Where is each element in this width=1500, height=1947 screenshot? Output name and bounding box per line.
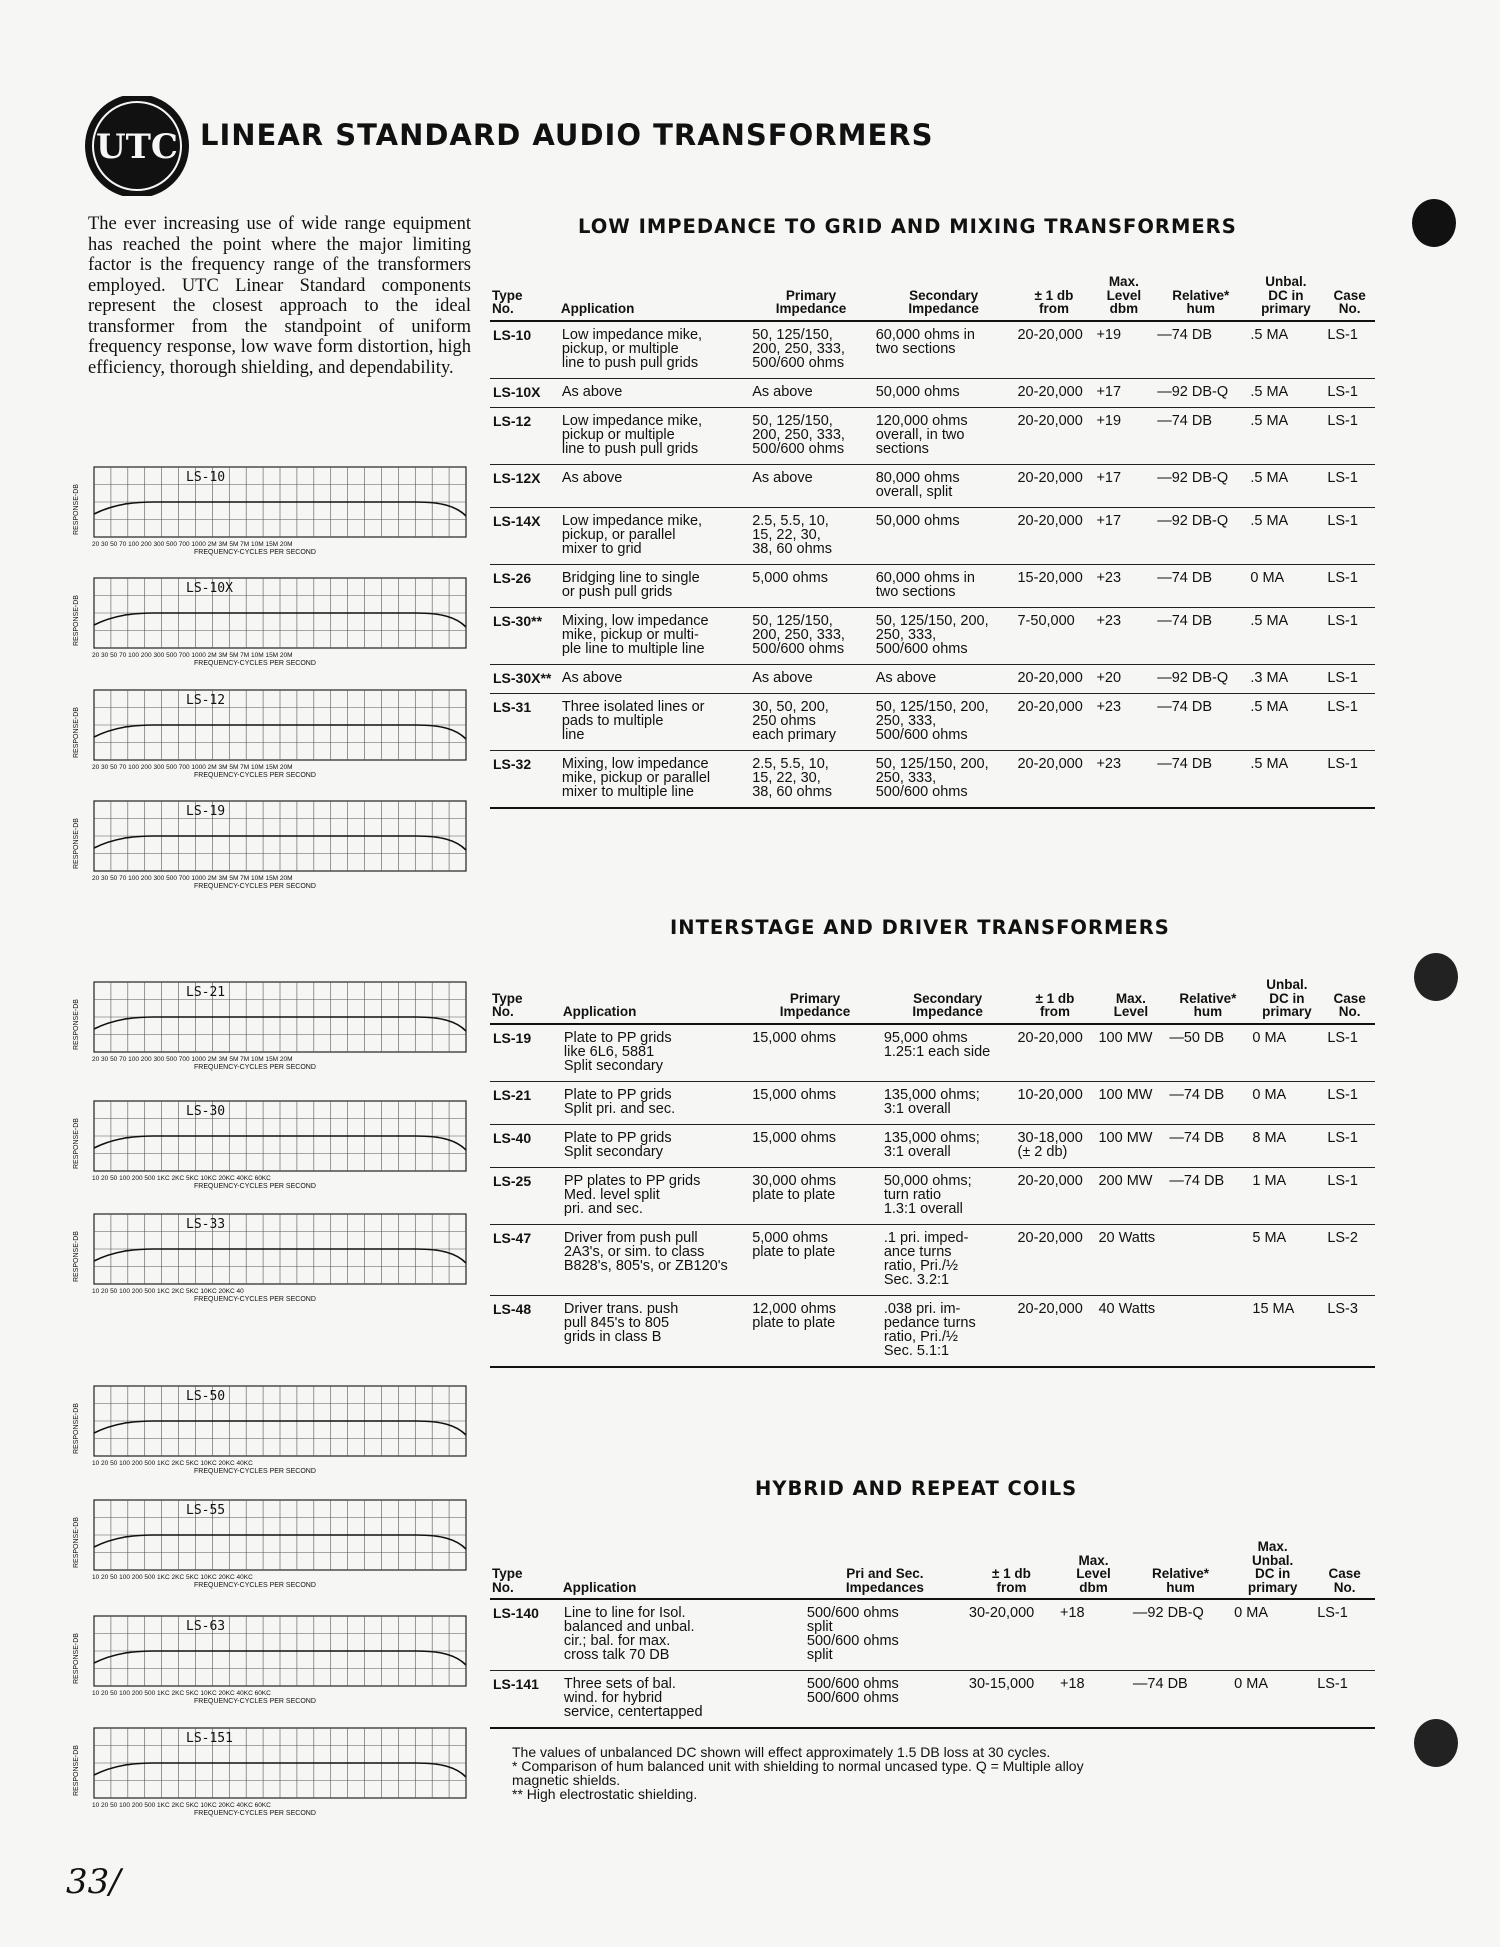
type-number: LS-21: [490, 1081, 561, 1124]
table-cell: —74 DB: [1130, 1671, 1231, 1729]
graph-ticks: 20 30 50 70 100 200 300 500 700 1000 2M 3M 5M 7M 10M 15M 20M: [92, 875, 293, 882]
type-number: LS-19: [490, 1024, 561, 1082]
graph-xlabel: FREQUENCY-CYCLES PER SECOND: [194, 1296, 316, 1303]
table-cell: As above: [749, 464, 873, 507]
table-cell: +18: [1057, 1671, 1130, 1729]
table-cell: 50, 125/150, 200, 250, 333, 500/600 ohms: [873, 693, 1015, 750]
table-cell: 20-20,000: [1014, 464, 1093, 507]
table-cell: 20-20,000: [1014, 1295, 1095, 1367]
table-cell: Plate to PP grids Split secondary: [561, 1124, 749, 1167]
table-cell: 8 MA: [1249, 1124, 1324, 1167]
table-cell: Low impedance mike, pickup, or multiple line to push pull grids: [559, 321, 749, 379]
response-graph: [72, 1382, 472, 1490]
table-cell: .038 pri. im- pedance turns ratio, Pri./½ Sec. 5.1:1: [881, 1295, 1015, 1367]
graph-xlabel: FREQUENCY-CYCLES PER SECOND: [194, 660, 316, 667]
graph-ticks: 10 20 50 100 200 500 1KC 2KC 5KC 10KC 20KC 40KC 60KC: [92, 1802, 271, 1809]
punch-hole-top: [1412, 199, 1456, 247]
table-row: [490, 564, 1375, 607]
type-number: LS-141: [490, 1671, 561, 1729]
graph-ylabel: RESPONSE-DB: [73, 818, 80, 869]
table-cell: 50, 125/150, 200, 250, 333, 500/600 ohms: [873, 607, 1015, 664]
type-number: LS-48: [490, 1295, 561, 1367]
table-row: [490, 321, 1375, 379]
table-cell: —74 DB: [1154, 750, 1247, 808]
graph-label: LS-12: [186, 693, 226, 708]
table-cell: +23: [1093, 750, 1154, 808]
column-header: Type No.: [490, 978, 561, 1024]
column-header: Relative* hum: [1154, 275, 1247, 321]
graph-xlabel: FREQUENCY-CYCLES PER SECOND: [194, 1698, 316, 1705]
graph-ylabel: RESPONSE-DB: [73, 595, 80, 646]
table-cell: 30-20,000: [966, 1599, 1057, 1671]
column-header: ± 1 db from: [1014, 275, 1093, 321]
table-cell: As above: [749, 664, 873, 693]
table-cell: As above: [873, 664, 1015, 693]
table-cell: .5 MA: [1247, 407, 1324, 464]
table-row: [490, 507, 1375, 564]
column-header: Case No.: [1314, 1540, 1375, 1599]
table-cell: As above: [559, 464, 749, 507]
table-cell: Low impedance mike, pickup, or parallel mixer to grid: [559, 507, 749, 564]
graph-ticks: 10 20 50 100 200 500 1KC 2KC 5KC 10KC 20KC 40KC: [92, 1460, 253, 1467]
graph-label: LS-55: [186, 1503, 226, 1518]
response-graph: [72, 1097, 472, 1205]
table-cell: 20-20,000: [1014, 507, 1093, 564]
table-cell: 0 MA: [1231, 1599, 1314, 1671]
table-cell: +23: [1093, 693, 1154, 750]
table-cell: Driver trans. push pull 845's to 805 grids in class B: [561, 1295, 749, 1367]
column-header: Secondary Impedance: [873, 275, 1015, 321]
table-cell: .5 MA: [1247, 607, 1324, 664]
table-row: [490, 1599, 1375, 1671]
table-cell: +19: [1093, 321, 1154, 379]
table-cell: 20-20,000: [1014, 378, 1093, 407]
table-cell: 500/600 ohms split 500/600 ohms split: [804, 1599, 966, 1671]
graph-ylabel: RESPONSE-DB: [73, 1231, 80, 1282]
type-number: LS-12: [490, 407, 559, 464]
graph-xlabel: FREQUENCY-CYCLES PER SECOND: [194, 1064, 316, 1071]
footnote: ** High electrostatic shielding.: [512, 1786, 698, 1802]
table-cell: LS-1: [1324, 1167, 1375, 1224]
graph-ticks: 20 30 50 70 100 200 300 500 700 1000 2M 3M 5M 7M 10M 15M 20M: [92, 764, 293, 771]
table-cell: —74 DB: [1166, 1124, 1249, 1167]
table-cell: 20-20,000: [1014, 1167, 1095, 1224]
table-cell: LS-1: [1324, 664, 1375, 693]
table-cell: LS-2: [1324, 1224, 1375, 1295]
table-cell: 15 MA: [1249, 1295, 1324, 1367]
graph-label: LS-50: [186, 1389, 226, 1404]
type-number: LS-10X: [490, 378, 559, 407]
table-cell: LS-1: [1324, 464, 1375, 507]
table-interstage: [490, 978, 1375, 1368]
graph-ylabel: RESPONSE-DB: [73, 1118, 80, 1169]
table-cell: Low impedance mike, pickup or multiple line to push pull grids: [559, 407, 749, 464]
footnote: The values of unbalanced DC shown will effect approximately 1.5 DB loss at 30 cycles.: [512, 1744, 1051, 1760]
table-cell: 12,000 ohms plate to plate: [749, 1295, 881, 1367]
table-cell: LS-1: [1324, 564, 1375, 607]
table-cell: .5 MA: [1247, 693, 1324, 750]
table-cell: LS-1: [1324, 607, 1375, 664]
type-number: LS-47: [490, 1224, 561, 1295]
graph-ylabel: RESPONSE-DB: [73, 1633, 80, 1684]
graph-label: LS-19: [186, 804, 226, 819]
response-graph: [72, 1496, 472, 1604]
table-row: [490, 1224, 1375, 1295]
graph-ylabel: RESPONSE-DB: [73, 1745, 80, 1796]
table-cell: LS-1: [1324, 1024, 1375, 1082]
table-cell: +17: [1093, 507, 1154, 564]
graph-ticks: 10 20 50 100 200 500 1KC 2KC 5KC 10KC 20KC 40KC 60KC: [92, 1690, 271, 1697]
response-graph: [72, 1724, 472, 1832]
graph-label: LS-30: [186, 1104, 226, 1119]
table-cell: Mixing, low impedance mike, pickup or parallel mixer to multiple line: [559, 750, 749, 808]
table-cell: As above: [749, 378, 873, 407]
intro-paragraph: The ever increasing use of wide range equipment has reached the point where the major limiting factor is the frequency range of the transformers employed. UTC Linear Standard components represent the closest approach to the ideal transformer from the standpoint of uniform frequency response, low wave form distortion, high efficiency, thorough shielding, and dependability.: [88, 214, 471, 378]
table-cell: Line to line for Isol. balanced and unbal. cir.; bal. for max. cross talk 70 DB: [561, 1599, 804, 1671]
table-cell: 10-20,000: [1014, 1081, 1095, 1124]
column-header: Unbal. DC in primary: [1247, 275, 1324, 321]
column-header: Application: [561, 1540, 804, 1599]
graph-xlabel: FREQUENCY-CYCLES PER SECOND: [194, 1810, 316, 1817]
table-cell: As above: [559, 378, 749, 407]
table-cell: 100 MW: [1095, 1081, 1166, 1124]
graph-xlabel: FREQUENCY-CYCLES PER SECOND: [194, 1468, 316, 1475]
table-cell: +20: [1093, 664, 1154, 693]
table-cell: .5 MA: [1247, 750, 1324, 808]
graph-label: LS-21: [186, 985, 226, 1000]
column-header: Max. Level dbm: [1093, 275, 1154, 321]
table-cell: —92 DB-Q: [1154, 378, 1247, 407]
table-cell: .5 MA: [1247, 507, 1324, 564]
table-cell: .1 pri. imped- ance turns ratio, Pri./½ Sec. 3.2:1: [881, 1224, 1015, 1295]
graph-xlabel: FREQUENCY-CYCLES PER SECOND: [194, 1582, 316, 1589]
table-row: [490, 1024, 1375, 1082]
table-row: [490, 464, 1375, 507]
table-cell: +18: [1057, 1599, 1130, 1671]
table-cell: 2.5, 5.5, 10, 15, 22, 30, 38, 60 ohms: [749, 750, 873, 808]
graph-ticks: 20 30 50 70 100 200 300 500 700 1000 2M 3M 5M 7M 10M 15M 20M: [92, 1056, 293, 1063]
table-cell: .5 MA: [1247, 321, 1324, 379]
graph-label: LS-151: [186, 1731, 233, 1746]
table-row: [490, 693, 1375, 750]
table-cell: 50,000 ohms; turn ratio 1.3:1 overall: [881, 1167, 1015, 1224]
graph-ylabel: RESPONSE-DB: [73, 1517, 80, 1568]
column-header: Case No.: [1324, 275, 1375, 321]
table-cell: As above: [559, 664, 749, 693]
table-cell: 15,000 ohms: [749, 1081, 881, 1124]
table-cell: 0 MA: [1231, 1671, 1314, 1729]
table-row: [490, 407, 1375, 464]
response-graph: [72, 797, 472, 905]
page-title: LINEAR STANDARD AUDIO TRANSFORMERS: [200, 118, 934, 152]
column-header: Case No.: [1324, 978, 1375, 1024]
table-cell: .3 MA: [1247, 664, 1324, 693]
response-graph: [72, 1210, 472, 1318]
column-header: Max. Level dbm: [1057, 1540, 1130, 1599]
table-cell: —74 DB: [1154, 607, 1247, 664]
table-cell: —74 DB: [1154, 407, 1247, 464]
table-cell: —74 DB: [1166, 1167, 1249, 1224]
table-cell: 15-20,000: [1014, 564, 1093, 607]
table-cell: 95,000 ohms 1.25:1 each side: [881, 1024, 1015, 1082]
table-cell: LS-1: [1314, 1599, 1375, 1671]
table-cell: Three isolated lines or pads to multiple line: [559, 693, 749, 750]
graph-ticks: 10 20 50 100 200 500 1KC 2KC 5KC 10KC 20KC 40KC: [92, 1574, 253, 1581]
footnotes: [512, 1745, 1362, 1801]
type-number: LS-32: [490, 750, 559, 808]
table-cell: 20-20,000: [1014, 1024, 1095, 1082]
table-cell: 100 MW: [1095, 1124, 1166, 1167]
response-graph: [72, 463, 472, 571]
table-row: [490, 1167, 1375, 1224]
table-cell: —92 DB-Q: [1154, 664, 1247, 693]
column-header: Primary Impedance: [749, 978, 881, 1024]
type-number: LS-30X**: [490, 664, 559, 693]
response-graph: [72, 574, 472, 682]
column-header: Type No.: [490, 1540, 561, 1599]
table-cell: LS-1: [1324, 1081, 1375, 1124]
table-low-impedance: [490, 275, 1375, 809]
table-cell: 5,000 ohms: [749, 564, 873, 607]
type-number: LS-26: [490, 564, 559, 607]
graph-label: LS-63: [186, 1619, 226, 1634]
table-cell: 15,000 ohms: [749, 1024, 881, 1082]
table-cell: 20-20,000: [1014, 664, 1093, 693]
footnote: magnetic shields.: [512, 1772, 621, 1788]
table-cell: 50,000 ohms: [873, 378, 1015, 407]
table-cell: 50, 125/150, 200, 250, 333, 500/600 ohms: [749, 607, 873, 664]
graph-ylabel: RESPONSE-DB: [73, 999, 80, 1050]
table-cell: 5 MA: [1249, 1224, 1324, 1295]
type-number: LS-10: [490, 321, 559, 379]
table-cell: 15,000 ohms: [749, 1124, 881, 1167]
graph-xlabel: FREQUENCY-CYCLES PER SECOND: [194, 883, 316, 890]
table-cell: +17: [1093, 378, 1154, 407]
column-header: Secondary Impedance: [881, 978, 1015, 1024]
graph-xlabel: FREQUENCY-CYCLES PER SECOND: [194, 1183, 316, 1190]
table-cell: —74 DB: [1166, 1081, 1249, 1124]
table-cell: .5 MA: [1247, 378, 1324, 407]
table-cell: 60,000 ohms in two sections: [873, 564, 1015, 607]
table-row: [490, 1295, 1375, 1367]
table-cell: —50 DB: [1166, 1024, 1249, 1082]
table-hybrid: [490, 1540, 1375, 1729]
table-cell: 120,000 ohms overall, in two sections: [873, 407, 1015, 464]
graph-label: LS-10: [186, 470, 226, 485]
table-row: [490, 750, 1375, 808]
table-cell: LS-1: [1324, 507, 1375, 564]
table-cell: —74 DB: [1154, 564, 1247, 607]
table-row: [490, 378, 1375, 407]
column-header: Type No.: [490, 275, 559, 321]
table-cell: 5,000 ohms plate to plate: [749, 1224, 881, 1295]
table-cell: 20-20,000: [1014, 750, 1093, 808]
graph-ylabel: RESPONSE-DB: [73, 484, 80, 535]
graph-label: LS-33: [186, 1217, 226, 1232]
table-cell: LS-1: [1324, 321, 1375, 379]
table-cell: —74 DB: [1154, 321, 1247, 379]
page-number: 33/: [66, 1862, 121, 1902]
footnote: * Comparison of hum balanced unit with shielding to normal uncased type. Q = Multiple alloy: [512, 1758, 1084, 1774]
table-cell: 60,000 ohms in two sections: [873, 321, 1015, 379]
table-cell: 20-20,000: [1014, 1224, 1095, 1295]
graph-ticks: 20 30 50 70 100 200 300 500 700 1000 2M 3M 5M 7M 10M 15M 20M: [92, 541, 293, 548]
response-graph: [72, 686, 472, 794]
table-cell: 500/600 ohms 500/600 ohms: [804, 1671, 966, 1729]
graph-ticks: 10 20 50 100 200 500 1KC 2KC 5KC 10KC 20KC 40: [92, 1288, 244, 1295]
type-number: LS-25: [490, 1167, 561, 1224]
table-cell: 20 Watts: [1095, 1224, 1166, 1295]
punch-hole-bottom: [1414, 1719, 1458, 1767]
table-cell: LS-1: [1314, 1671, 1375, 1729]
table-cell: Driver from push pull 2A3's, or sim. to class B828's, 805's, or ZB120's: [561, 1224, 749, 1295]
table-cell: 30-18,000 (± 2 db): [1014, 1124, 1095, 1167]
type-number: LS-140: [490, 1599, 561, 1671]
table-cell: 1 MA: [1249, 1167, 1324, 1224]
table-cell: —92 DB-Q: [1130, 1599, 1231, 1671]
table-cell: Three sets of bal. wind. for hybrid service, centertapped: [561, 1671, 804, 1729]
table-cell: 100 MW: [1095, 1024, 1166, 1082]
table-row: [490, 1081, 1375, 1124]
table-cell: 0 MA: [1249, 1024, 1324, 1082]
table-cell: LS-3: [1324, 1295, 1375, 1367]
table-cell: —74 DB: [1154, 693, 1247, 750]
table-row: [490, 1124, 1375, 1167]
table-cell: 50,000 ohms: [873, 507, 1015, 564]
table-cell: 30, 50, 200, 250 ohms each primary: [749, 693, 873, 750]
column-header: ± 1 db from: [1014, 978, 1095, 1024]
graph-xlabel: FREQUENCY-CYCLES PER SECOND: [194, 772, 316, 779]
type-number: LS-40: [490, 1124, 561, 1167]
table-cell: 30,000 ohms plate to plate: [749, 1167, 881, 1224]
table-cell: PP plates to PP grids Med. level split pri. and sec.: [561, 1167, 749, 1224]
type-number: LS-12X: [490, 464, 559, 507]
graph-label: LS-10X: [186, 581, 233, 596]
column-header: Unbal. DC in primary: [1249, 978, 1324, 1024]
column-header: Relative* hum: [1130, 1540, 1231, 1599]
table-cell: +19: [1093, 407, 1154, 464]
column-header: Pri and Sec. Impedances: [804, 1540, 966, 1599]
column-header: Max. Level: [1095, 978, 1166, 1024]
table-cell: LS-1: [1324, 693, 1375, 750]
table-cell: 50, 125/150, 200, 250, 333, 500/600 ohms: [873, 750, 1015, 808]
table-cell: LS-1: [1324, 1124, 1375, 1167]
column-header: Max. Unbal. DC in primary: [1231, 1540, 1314, 1599]
table-cell: 200 MW: [1095, 1167, 1166, 1224]
table-cell: [1166, 1224, 1249, 1295]
logo-text: UTC: [95, 127, 179, 167]
table-cell: Plate to PP grids like 6L6, 5881 Split secondary: [561, 1024, 749, 1082]
table-cell: LS-1: [1324, 407, 1375, 464]
utc-logo: [84, 96, 194, 196]
column-header: Application: [559, 275, 749, 321]
response-graph: [72, 978, 472, 1086]
table-row: [490, 664, 1375, 693]
table-cell: 40 Watts: [1095, 1295, 1166, 1367]
table-cell: —92 DB-Q: [1154, 507, 1247, 564]
type-number: LS-14X: [490, 507, 559, 564]
table-cell: 135,000 ohms; 3:1 overall: [881, 1124, 1015, 1167]
table-cell: 30-15,000: [966, 1671, 1057, 1729]
table-cell: 135,000 ohms; 3:1 overall: [881, 1081, 1015, 1124]
table-cell: 20-20,000: [1014, 693, 1093, 750]
graph-ticks: 20 30 50 70 100 200 300 500 700 1000 2M 3M 5M 7M 10M 15M 20M: [92, 652, 293, 659]
punch-hole-middle: [1414, 953, 1458, 1001]
column-header: ± 1 db from: [966, 1540, 1057, 1599]
table-cell: 0 MA: [1247, 564, 1324, 607]
table-cell: 7-50,000: [1014, 607, 1093, 664]
table-cell: Plate to PP grids Split pri. and sec.: [561, 1081, 749, 1124]
type-number: LS-31: [490, 693, 559, 750]
table-cell: +17: [1093, 464, 1154, 507]
column-header: Application: [561, 978, 749, 1024]
section-title-low-impedance: LOW IMPEDANCE TO GRID AND MIXING TRANSFORMERS: [578, 215, 1237, 238]
table-cell: 0 MA: [1249, 1081, 1324, 1124]
table-cell: [1166, 1295, 1249, 1367]
table-cell: LS-1: [1324, 378, 1375, 407]
graph-ylabel: RESPONSE-DB: [73, 1403, 80, 1454]
graph-ticks: 10 20 50 100 200 500 1KC 2KC 5KC 10KC 20KC 40KC 60KC: [92, 1175, 271, 1182]
table-cell: 80,000 ohms overall, split: [873, 464, 1015, 507]
table-cell: 50, 125/150, 200, 250, 333, 500/600 ohms: [749, 407, 873, 464]
section-title-interstage: INTERSTAGE AND DRIVER TRANSFORMERS: [670, 916, 1170, 939]
response-graph: [72, 1612, 472, 1720]
column-header: Primary Impedance: [749, 275, 873, 321]
table-cell: +23: [1093, 607, 1154, 664]
table-cell: LS-1: [1324, 750, 1375, 808]
table-cell: —92 DB-Q: [1154, 464, 1247, 507]
table-row: [490, 607, 1375, 664]
graph-ylabel: RESPONSE-DB: [73, 707, 80, 758]
type-number: LS-30**: [490, 607, 559, 664]
column-header: Relative* hum: [1166, 978, 1249, 1024]
table-cell: 20-20,000: [1014, 321, 1093, 379]
table-cell: Mixing, low impedance mike, pickup or multi- ple line to multiple line: [559, 607, 749, 664]
table-cell: 50, 125/150, 200, 250, 333, 500/600 ohms: [749, 321, 873, 379]
section-title-hybrid: HYBRID AND REPEAT COILS: [755, 1477, 1078, 1500]
graph-xlabel: FREQUENCY-CYCLES PER SECOND: [194, 549, 316, 556]
table-row: [490, 1671, 1375, 1729]
table-cell: .5 MA: [1247, 464, 1324, 507]
table-cell: 20-20,000: [1014, 407, 1093, 464]
table-cell: +23: [1093, 564, 1154, 607]
table-cell: Bridging line to single or push pull grids: [559, 564, 749, 607]
table-cell: 2.5, 5.5, 10, 15, 22, 30, 38, 60 ohms: [749, 507, 873, 564]
